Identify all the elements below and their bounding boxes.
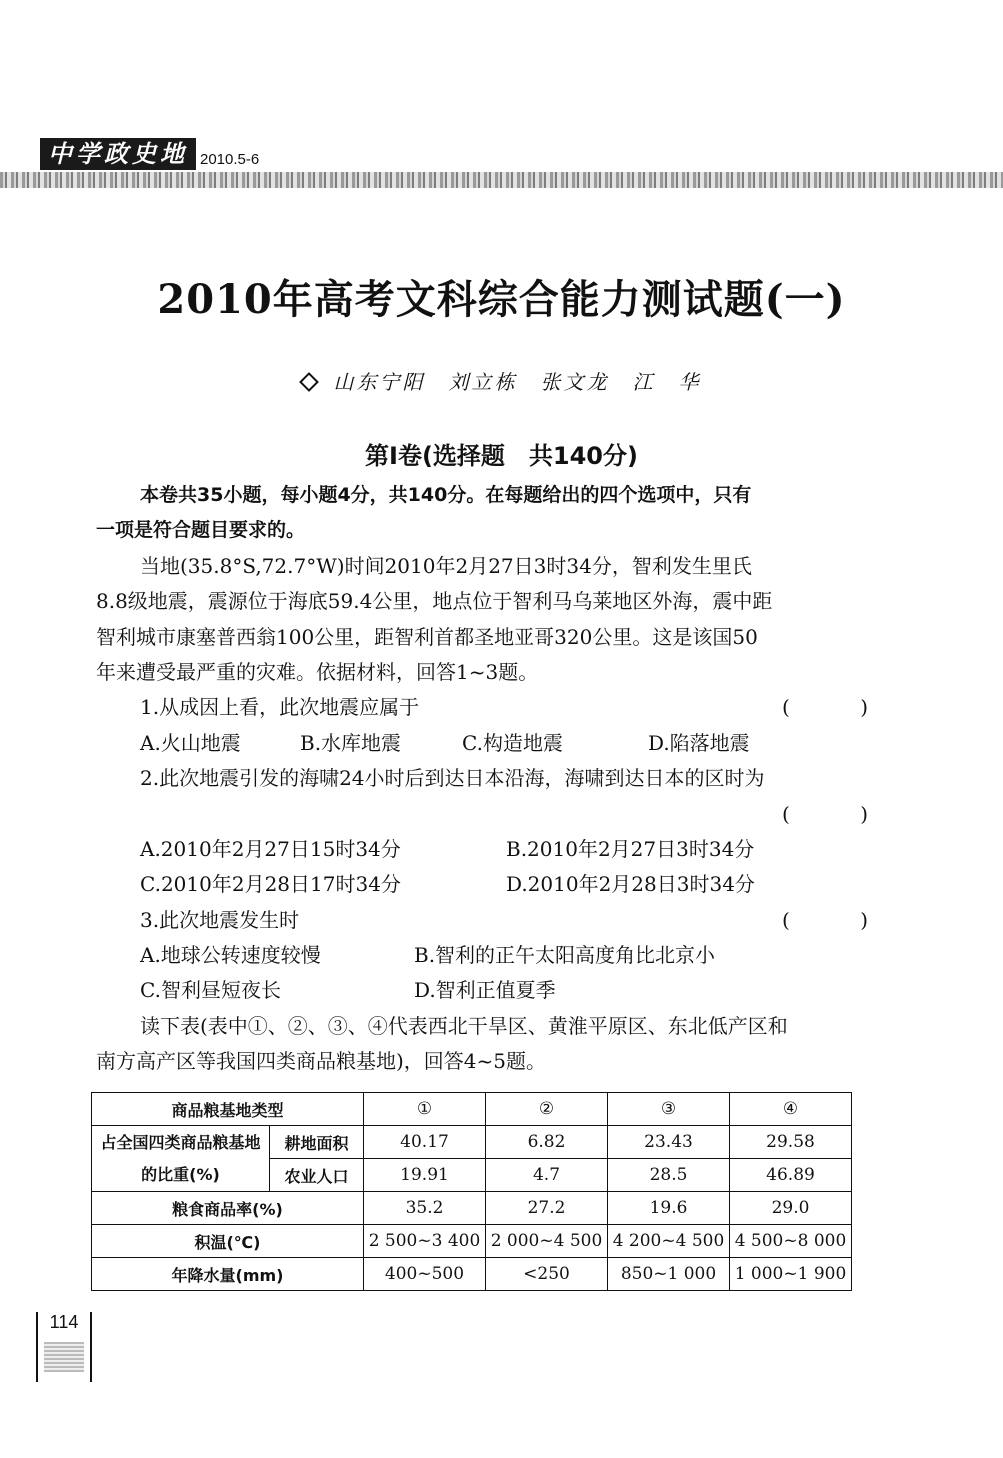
instructions-line-1: 本卷共35小题，每小题4分，共140分。在每题给出的四个选项中，只有	[140, 484, 752, 506]
answer-bracket: ( )	[782, 801, 868, 826]
table-cell: 4.7	[486, 1159, 608, 1192]
material-line-3: 智利城市康塞普西翁100公里，距智利首都圣地亚哥320公里。这是该国50	[96, 624, 758, 649]
page-number-box	[36, 1312, 92, 1382]
table-cell: 4 200~4 500	[608, 1225, 730, 1258]
table-row	[92, 1192, 852, 1225]
table-cell: 23.43	[608, 1126, 730, 1159]
row-label: 积温(℃)	[92, 1225, 364, 1258]
table-intro-line-2: 南方高产区等我国四类商品粮基地)，回答4~5题。	[96, 1049, 547, 1074]
table-cell: 40.17	[364, 1126, 486, 1159]
column-header: ②	[486, 1093, 608, 1126]
table-row	[92, 1126, 852, 1159]
header-texture-band	[0, 172, 1003, 188]
table-cell: 850~1 000	[608, 1258, 730, 1291]
page-number: 114	[49, 1312, 79, 1332]
table-cell: 29.0	[730, 1192, 852, 1225]
table-cell: 2 000~4 500	[486, 1225, 608, 1258]
answer-bracket: ( )	[782, 907, 868, 932]
material-line-4: 年来遭受最严重的灾难。依据材料，回答1~3题。	[96, 659, 539, 684]
column-header: ③	[608, 1093, 730, 1126]
column-header: ④	[730, 1093, 852, 1126]
question-2-options-row-1	[96, 832, 868, 867]
row-label: 耕地面积	[270, 1126, 364, 1159]
table-cell: 2 500~3 400	[364, 1225, 486, 1258]
option-c: C.智利昼短夜长	[140, 978, 281, 1003]
option-a: A.地球公转速度较慢	[140, 943, 321, 968]
option-b: B.智利的正午太阳高度角比北京小	[414, 943, 716, 968]
material-line-2: 8.8级地震，震源位于海底59.4公里，地点位于智利马乌莱地区外海，震中距	[96, 589, 773, 614]
issue-number: 2010.5-6	[200, 151, 260, 168]
table-cell: 27.2	[486, 1192, 608, 1225]
table-cell: 29.58	[730, 1126, 852, 1159]
question-1-stem	[96, 690, 868, 725]
table-cell: 19.6	[608, 1192, 730, 1225]
table-row	[92, 1225, 852, 1258]
table-cell: 1 000~1 900	[730, 1258, 852, 1291]
journal-header	[40, 134, 259, 170]
question-3-stem	[96, 903, 868, 938]
option-b: B.水库地震	[300, 730, 402, 755]
table-row	[92, 1258, 852, 1291]
table-intro-line-1: 读下表(表中①、②、③、④代表西北干旱区、黄淮平原区、东北低产区和	[140, 1013, 788, 1038]
answer-bracket: ( )	[782, 695, 868, 720]
option-d: D.2010年2月28日3时34分	[506, 872, 755, 897]
table-cell: 28.5	[608, 1159, 730, 1192]
question-3-options-row-1	[96, 938, 868, 973]
table-cell: 400~500	[364, 1258, 486, 1291]
page-title: 2010年高考文科综合能力测试题(一)	[157, 276, 846, 323]
instructions-line-2: 一项是符合题目要求的。	[96, 519, 306, 542]
table-cell: 35.2	[364, 1192, 486, 1225]
authors-text: 山东宁阳 刘立栋 张文龙 江 华	[333, 370, 702, 394]
question-3-text: 3.此次地震发生时	[140, 907, 300, 932]
option-a: A.火山地震	[140, 730, 241, 755]
question-2-stem: 2.此次地震引发的海啸24小时后到达日本沿海，海啸到达日本的区时为	[140, 766, 765, 791]
option-b: B.2010年2月27日3时34分	[506, 836, 755, 861]
table-cell: 46.89	[730, 1159, 852, 1192]
grain-base-table	[91, 1092, 852, 1291]
option-d: D.陷落地震	[648, 730, 750, 755]
question-2-bracket-line	[96, 797, 868, 832]
option-d: D.智利正值夏季	[414, 978, 556, 1003]
table-header-row	[92, 1093, 852, 1126]
document-body	[96, 478, 868, 1080]
group-label-cell: 占全国四类商品粮基地的比重(%)	[92, 1126, 270, 1192]
table-cell: <250	[486, 1258, 608, 1291]
column-header: ①	[364, 1093, 486, 1126]
authors-line	[0, 366, 1003, 395]
table-cell: 19.91	[364, 1159, 486, 1192]
table-cell: 4 500~8 000	[730, 1225, 852, 1258]
option-c: C.构造地震	[462, 730, 563, 755]
material-line-1: 当地(35.8°S,72.7°W)时间2010年2月27日3时34分，智利发生里氏	[140, 553, 752, 578]
row-label: 粮食商品率(%)	[92, 1192, 364, 1225]
row-label: 农业人口	[270, 1159, 364, 1192]
question-1-options	[96, 726, 868, 761]
section-title: 第Ⅰ卷(选择题 共140分)	[365, 442, 638, 470]
question-2-options-row-2	[96, 867, 868, 902]
question-1-text: 1.从成因上看，此次地震应属于	[140, 695, 420, 720]
journal-logo: 中学政史地	[40, 138, 196, 170]
diamond-icon	[299, 372, 319, 392]
table-cell: 6.82	[486, 1126, 608, 1159]
option-c: C.2010年2月28日17时34分	[140, 872, 401, 897]
row-label: 年降水量(mm)	[92, 1258, 364, 1291]
page-number-texture	[44, 1342, 84, 1372]
option-a: A.2010年2月27日15时34分	[140, 836, 401, 861]
question-3-options-row-2	[96, 973, 868, 1008]
header-label-cell: 商品粮基地类型	[92, 1093, 364, 1126]
